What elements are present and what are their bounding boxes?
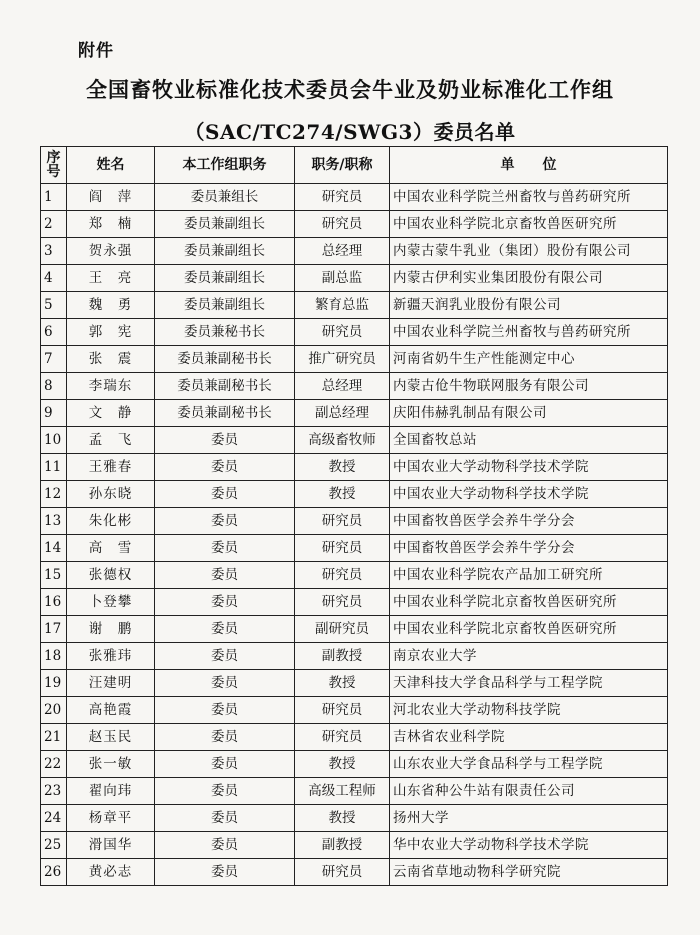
column-header-role: 本工作组职务 (155, 147, 295, 184)
member-unit: 吉林省农业科学院 (390, 724, 668, 751)
member-name: 郑 楠 (67, 211, 155, 238)
table-row (41, 265, 668, 292)
row-number: 6 (41, 319, 67, 346)
member-unit: 中国农业科学院北京畜牧兽医研究所 (390, 589, 668, 616)
table-row (41, 670, 668, 697)
member-role: 委员 (155, 427, 295, 454)
table-row (41, 481, 668, 508)
table-row (41, 211, 668, 238)
table-row (41, 535, 668, 562)
member-title: 教授 (295, 481, 390, 508)
column-header-no: 序 号 (41, 147, 67, 184)
row-number: 22 (41, 751, 67, 778)
row-number: 10 (41, 427, 67, 454)
member-role: 委员兼副组长 (155, 211, 295, 238)
member-title: 研究员 (295, 697, 390, 724)
member-unit: 中国农业科学院北京畜牧兽医研究所 (390, 616, 668, 643)
table-row (41, 832, 668, 859)
row-number: 8 (41, 373, 67, 400)
member-unit: 中国农业大学动物科学技术学院 (390, 481, 668, 508)
member-role: 委员 (155, 508, 295, 535)
row-number: 19 (41, 670, 67, 697)
member-name: 孙东晓 (67, 481, 155, 508)
row-number: 12 (41, 481, 67, 508)
document-subtitle: （SAC/TC274/SWG3）委员名单 (184, 120, 516, 144)
row-number: 3 (41, 238, 67, 265)
member-name: 孟 飞 (67, 427, 155, 454)
member-name: 郭 宪 (67, 319, 155, 346)
column-header-unit: 单 位 (390, 147, 668, 184)
member-role: 委员 (155, 535, 295, 562)
member-title: 研究员 (295, 535, 390, 562)
member-unit: 河北农业大学动物科技学院 (390, 697, 668, 724)
member-role: 委员 (155, 481, 295, 508)
member-role: 委员 (155, 859, 295, 886)
member-unit: 山东省种公牛站有限责任公司 (390, 778, 668, 805)
member-role: 委员兼组长 (155, 184, 295, 211)
member-name: 贺永强 (67, 238, 155, 265)
table-row (41, 805, 668, 832)
member-unit: 河南省奶牛生产性能测定中心 (390, 346, 668, 373)
member-unit: 新疆天润乳业股份有限公司 (390, 292, 668, 319)
member-roster-table (40, 146, 668, 886)
document-title: 全国畜牧业标准化技术委员会牛业及奶业标准化工作组 (86, 78, 614, 102)
member-role: 委员 (155, 832, 295, 859)
member-role: 委员 (155, 724, 295, 751)
member-role: 委员兼副组长 (155, 238, 295, 265)
member-unit: 庆阳伟赫乳制品有限公司 (390, 400, 668, 427)
member-role: 委员兼副秘书长 (155, 400, 295, 427)
member-name: 黄必志 (67, 859, 155, 886)
member-name: 张 震 (67, 346, 155, 373)
member-role: 委员兼副秘书长 (155, 373, 295, 400)
row-number: 26 (41, 859, 67, 886)
row-number: 1 (41, 184, 67, 211)
member-role: 委员 (155, 454, 295, 481)
member-unit: 内蒙古伊利实业集团股份有限公司 (390, 265, 668, 292)
row-number: 24 (41, 805, 67, 832)
member-name: 李瑞东 (67, 373, 155, 400)
member-title: 副研究员 (295, 616, 390, 643)
member-title: 繁育总监 (295, 292, 390, 319)
member-title: 总经理 (295, 238, 390, 265)
member-unit: 中国农业科学院农产品加工研究所 (390, 562, 668, 589)
member-title: 研究员 (295, 859, 390, 886)
member-role: 委员 (155, 778, 295, 805)
table-row (41, 319, 668, 346)
table-row (41, 751, 668, 778)
member-unit: 中国畜牧兽医学会养牛学分会 (390, 535, 668, 562)
table-row (41, 454, 668, 481)
member-title: 总经理 (295, 373, 390, 400)
row-number: 9 (41, 400, 67, 427)
member-unit: 全国畜牧总站 (390, 427, 668, 454)
member-title: 研究员 (295, 508, 390, 535)
member-unit: 山东农业大学食品科学与工程学院 (390, 751, 668, 778)
member-title: 研究员 (295, 589, 390, 616)
member-title: 研究员 (295, 562, 390, 589)
member-name: 汪建明 (67, 670, 155, 697)
member-title: 研究员 (295, 184, 390, 211)
row-number: 2 (41, 211, 67, 238)
member-name: 朱化彬 (67, 508, 155, 535)
member-unit: 云南省草地动物科学研究院 (390, 859, 668, 886)
member-title: 副总经理 (295, 400, 390, 427)
member-name: 滑国华 (67, 832, 155, 859)
member-name: 王雅春 (67, 454, 155, 481)
table-row (41, 373, 668, 400)
member-name: 杨章平 (67, 805, 155, 832)
member-name: 魏 勇 (67, 292, 155, 319)
table-row (41, 697, 668, 724)
table-row (41, 292, 668, 319)
member-unit: 南京农业大学 (390, 643, 668, 670)
table-row (41, 400, 668, 427)
member-role: 委员 (155, 562, 295, 589)
member-role: 委员兼副组长 (155, 292, 295, 319)
member-role: 委员 (155, 751, 295, 778)
member-unit: 中国农业科学院兰州畜牧与兽药研究所 (390, 319, 668, 346)
row-number: 20 (41, 697, 67, 724)
table-row (41, 778, 668, 805)
table-row (41, 616, 668, 643)
member-unit: 中国农业科学院兰州畜牧与兽药研究所 (390, 184, 668, 211)
column-header-title: 职务/职称 (295, 147, 390, 184)
member-role: 委员 (155, 697, 295, 724)
member-unit: 华中农业大学动物科学技术学院 (390, 832, 668, 859)
attachment-label: 附件 (78, 41, 114, 61)
member-name: 高 雪 (67, 535, 155, 562)
row-number: 21 (41, 724, 67, 751)
row-number: 17 (41, 616, 67, 643)
member-role: 委员兼副组长 (155, 265, 295, 292)
member-name: 王 亮 (67, 265, 155, 292)
row-number: 11 (41, 454, 67, 481)
member-role: 委员 (155, 589, 295, 616)
member-title: 副总监 (295, 265, 390, 292)
column-header-name: 姓名 (67, 147, 155, 184)
member-title: 推广研究员 (295, 346, 390, 373)
member-name: 高艳霞 (67, 697, 155, 724)
member-role: 委员 (155, 670, 295, 697)
member-name: 翟向玮 (67, 778, 155, 805)
table-row (41, 562, 668, 589)
member-role: 委员 (155, 643, 295, 670)
member-unit: 中国畜牧兽医学会养牛学分会 (390, 508, 668, 535)
table-row (41, 643, 668, 670)
member-unit: 内蒙古蒙牛乳业（集团）股份有限公司 (390, 238, 668, 265)
table-row (41, 724, 668, 751)
member-role: 委员兼副秘书长 (155, 346, 295, 373)
table-row (41, 508, 668, 535)
member-title: 高级工程师 (295, 778, 390, 805)
row-number: 13 (41, 508, 67, 535)
row-number: 5 (41, 292, 67, 319)
member-title: 研究员 (295, 319, 390, 346)
member-unit: 中国农业科学院北京畜牧兽医研究所 (390, 211, 668, 238)
row-number: 4 (41, 265, 67, 292)
member-name: 赵玉民 (67, 724, 155, 751)
member-role: 委员 (155, 805, 295, 832)
member-title: 副教授 (295, 643, 390, 670)
row-number: 18 (41, 643, 67, 670)
member-title: 教授 (295, 805, 390, 832)
table-row (41, 238, 668, 265)
table-row (41, 859, 668, 886)
member-title: 研究员 (295, 724, 390, 751)
member-unit: 中国农业大学动物科学技术学院 (390, 454, 668, 481)
member-name: 文 静 (67, 400, 155, 427)
member-name: 卜登攀 (67, 589, 155, 616)
member-name: 张德权 (67, 562, 155, 589)
table-row (41, 589, 668, 616)
member-title: 高级畜牧师 (295, 427, 390, 454)
row-number: 25 (41, 832, 67, 859)
member-unit: 内蒙古伧牛物联网服务有限公司 (390, 373, 668, 400)
member-name: 阎 萍 (67, 184, 155, 211)
member-name: 张雅玮 (67, 643, 155, 670)
member-title: 教授 (295, 454, 390, 481)
table-row (41, 184, 668, 211)
table-row (41, 346, 668, 373)
row-number: 16 (41, 589, 67, 616)
member-title: 教授 (295, 751, 390, 778)
member-title: 副教授 (295, 832, 390, 859)
row-number: 14 (41, 535, 67, 562)
table-header-row (41, 147, 668, 184)
row-number: 15 (41, 562, 67, 589)
table-row (41, 427, 668, 454)
member-role: 委员 (155, 616, 295, 643)
member-title: 教授 (295, 670, 390, 697)
member-title: 研究员 (295, 211, 390, 238)
member-unit: 扬州大学 (390, 805, 668, 832)
member-role: 委员兼秘书长 (155, 319, 295, 346)
member-name: 谢 鹏 (67, 616, 155, 643)
row-number: 23 (41, 778, 67, 805)
row-number: 7 (41, 346, 67, 373)
member-unit: 天津科技大学食品科学与工程学院 (390, 670, 668, 697)
table-body (41, 184, 668, 886)
member-name: 张一敏 (67, 751, 155, 778)
